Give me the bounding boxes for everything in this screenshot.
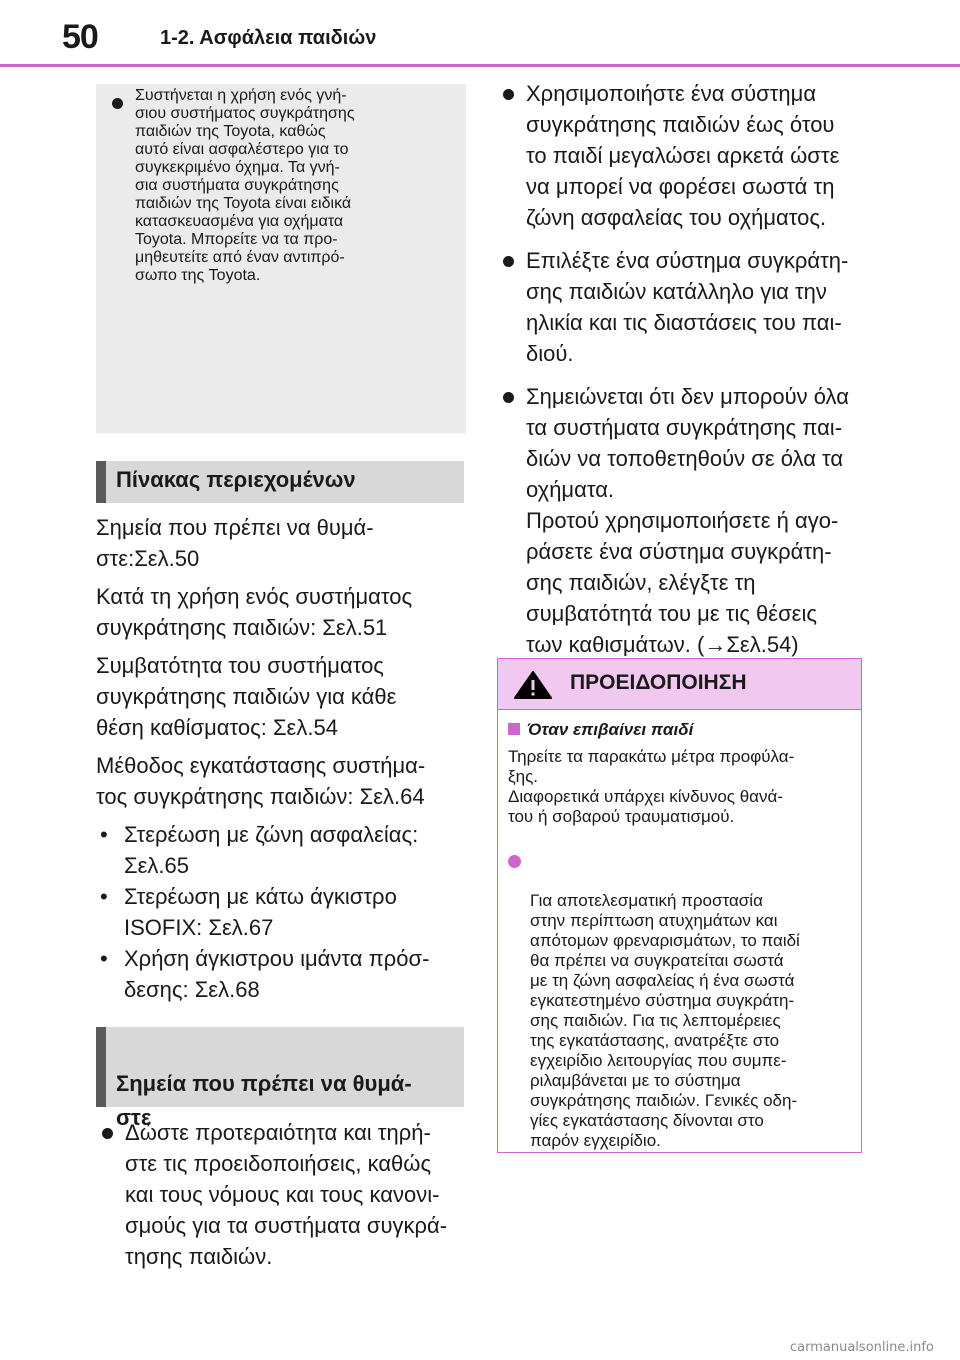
warning-text: Τηρείτε τα παρακάτω μέτρα προφύλα- ξης. Διαφορετικά υπάρχει κίνδυνος θανά- του ή σοβαρού τραυματισμού. (508, 747, 795, 826)
warning-subheading-text: Όταν επιβαίνει παιδί (527, 720, 694, 739)
remember-content (96, 1117, 466, 1272)
remember-heading-box (96, 1027, 464, 1130)
right-bullet-list (497, 78, 863, 660)
intro-box (96, 84, 466, 433)
right-bullet (497, 78, 863, 233)
toc-list (96, 512, 466, 1005)
warning-box (497, 658, 862, 1153)
toc-sub-entry[interactable]: • Στερέωση με κάτω άγκιστρο ISOFIX: Σελ.67 (96, 881, 466, 943)
right-bullet (497, 245, 863, 369)
right-bullet-text: Επιλέξτε ένα σύστημα συγκράτη- σης παιδιών κατάλληλο για την ηλικία και τις διαστάσεις του παι- διού. (526, 248, 849, 366)
warning-bullet (508, 851, 848, 1151)
remember-text: Δώστε προτεραιότητα και τηρή- στε τις προειδοποιήσεις, καθώς και τους νόμους και τους κανονι- σμούς για τα συστήματα συγκρά- τησης παιδιών. (125, 1120, 448, 1269)
intro-text: Συστήνεται η χρήση ενός γνή- σιου συστήματος συγκράτησης παιδιών της Toyota, καθώς αυτό είναι ασφαλέστερο για το συγκεκριμένο όχημα. Τα γνή- σια συστήματα συγκράτησης παιδιών της Toyota είναι ειδικά κατασκευασμένα για οχήματα Toyota. Μπορείτε να τα προ- μηθευτείτε από έναν αντιπρό- σωπο της Toyota. (135, 87, 355, 284)
page-number: 50 (62, 18, 98, 56)
bullet-icon (503, 89, 514, 100)
toc-heading-box (96, 461, 464, 503)
toc-entry[interactable]: Κατά τη χρήση ενός συστήματος συγκράτησης παιδιών: Σελ.51 (96, 584, 413, 640)
bullet-icon (102, 1128, 113, 1139)
header-rule (0, 64, 960, 67)
toc-entry[interactable]: Σημεία που πρέπει να θυμά- στε:Σελ.50 (96, 515, 374, 571)
bullet-icon (112, 98, 123, 109)
intro-bullet (106, 87, 480, 285)
warning-title: ΠΡΟΕΙΔΟΠΟΙΗΣΗ (570, 671, 747, 694)
toc-sub-entry[interactable]: • Χρήση άγκιστρου ιμάντα πρόσ- δεσης: Σελ.68 (96, 943, 466, 1005)
bullet-icon (508, 855, 521, 868)
watermark: carmanualsonline.info (790, 1340, 934, 1355)
right-bullet-text: Χρησιμοποιήστε ένα σύστημα συγκράτησης παιδιών έως ότου το παιδί μεγαλώσει αρκετά ώστε να μπορεί να φορέσει σωστά τη ζώνη ασφαλείας του οχήματος. (526, 81, 840, 230)
toc-heading: Πίνακας περιεχομένων (116, 467, 356, 492)
page-header (0, 0, 960, 64)
warning-subheading (508, 720, 693, 740)
bullet-icon (503, 256, 514, 267)
right-bullet-text: Σημειώνεται ότι δεν μπορούν όλα τα συστήματα συγκράτησης παι- διών να τοποθετηθούν σε όλα τα οχήματα. Προτού χρησιμοποιήσετε ή αγο- ράσετε ένα σύστημα συγκράτη- σης παιδιών, ελέγξτε τη συμβατότητά του με τις θέσεις των καθισμάτων. (→Σελ.54) (526, 384, 849, 657)
right-bullet (497, 381, 863, 660)
toc-entry[interactable]: Μέθοδος εγκατάστασης συστήμα- τος συγκράτησης παιδιών: Σελ.64 (96, 753, 426, 809)
section-title: 1-2. Ασφάλεια παιδιών (160, 27, 377, 49)
remember-bullet (96, 1117, 466, 1272)
toc-entry[interactable]: Συμβατότητα του συστήματος συγκράτησης παιδιών για κάθε θέση καθίσματος: Σελ.54 (96, 653, 397, 740)
warning-header (498, 659, 861, 710)
bullet-icon (503, 392, 514, 403)
toc-sub-entry[interactable]: • Στερέωση με ζώνη ασφαλείας: Σελ.65 (96, 819, 466, 881)
square-bullet-icon (508, 723, 520, 735)
remember-heading: Σημεία που πρέπει να θυμά- στε (116, 1071, 412, 1130)
warning-bullet-text: Για αποτελεσματική προστασία στην περίπτωση ατυχημάτων και απότομων φρεναρισμάτων, το παιδί θα πρέπει να συγκρατείται σωστά με τη ζώνη ασφαλείας ή ένα σωστά εγκατεστημένο σύστημα συγκράτη- σης παιδιών. Για τις λεπτομέρειες της εγκατάστασης, ανατρέξτε στο εγχειρίδιο λειτουργίας που συμπε- ριλαμβάνεται με το σύστημα συγκράτησης παιδιών. Γενικές οδη- γίες εγκατάστασης δίνονται στο παρόν εγχειρίδιο. (530, 891, 800, 1150)
warning-icon (512, 670, 554, 700)
